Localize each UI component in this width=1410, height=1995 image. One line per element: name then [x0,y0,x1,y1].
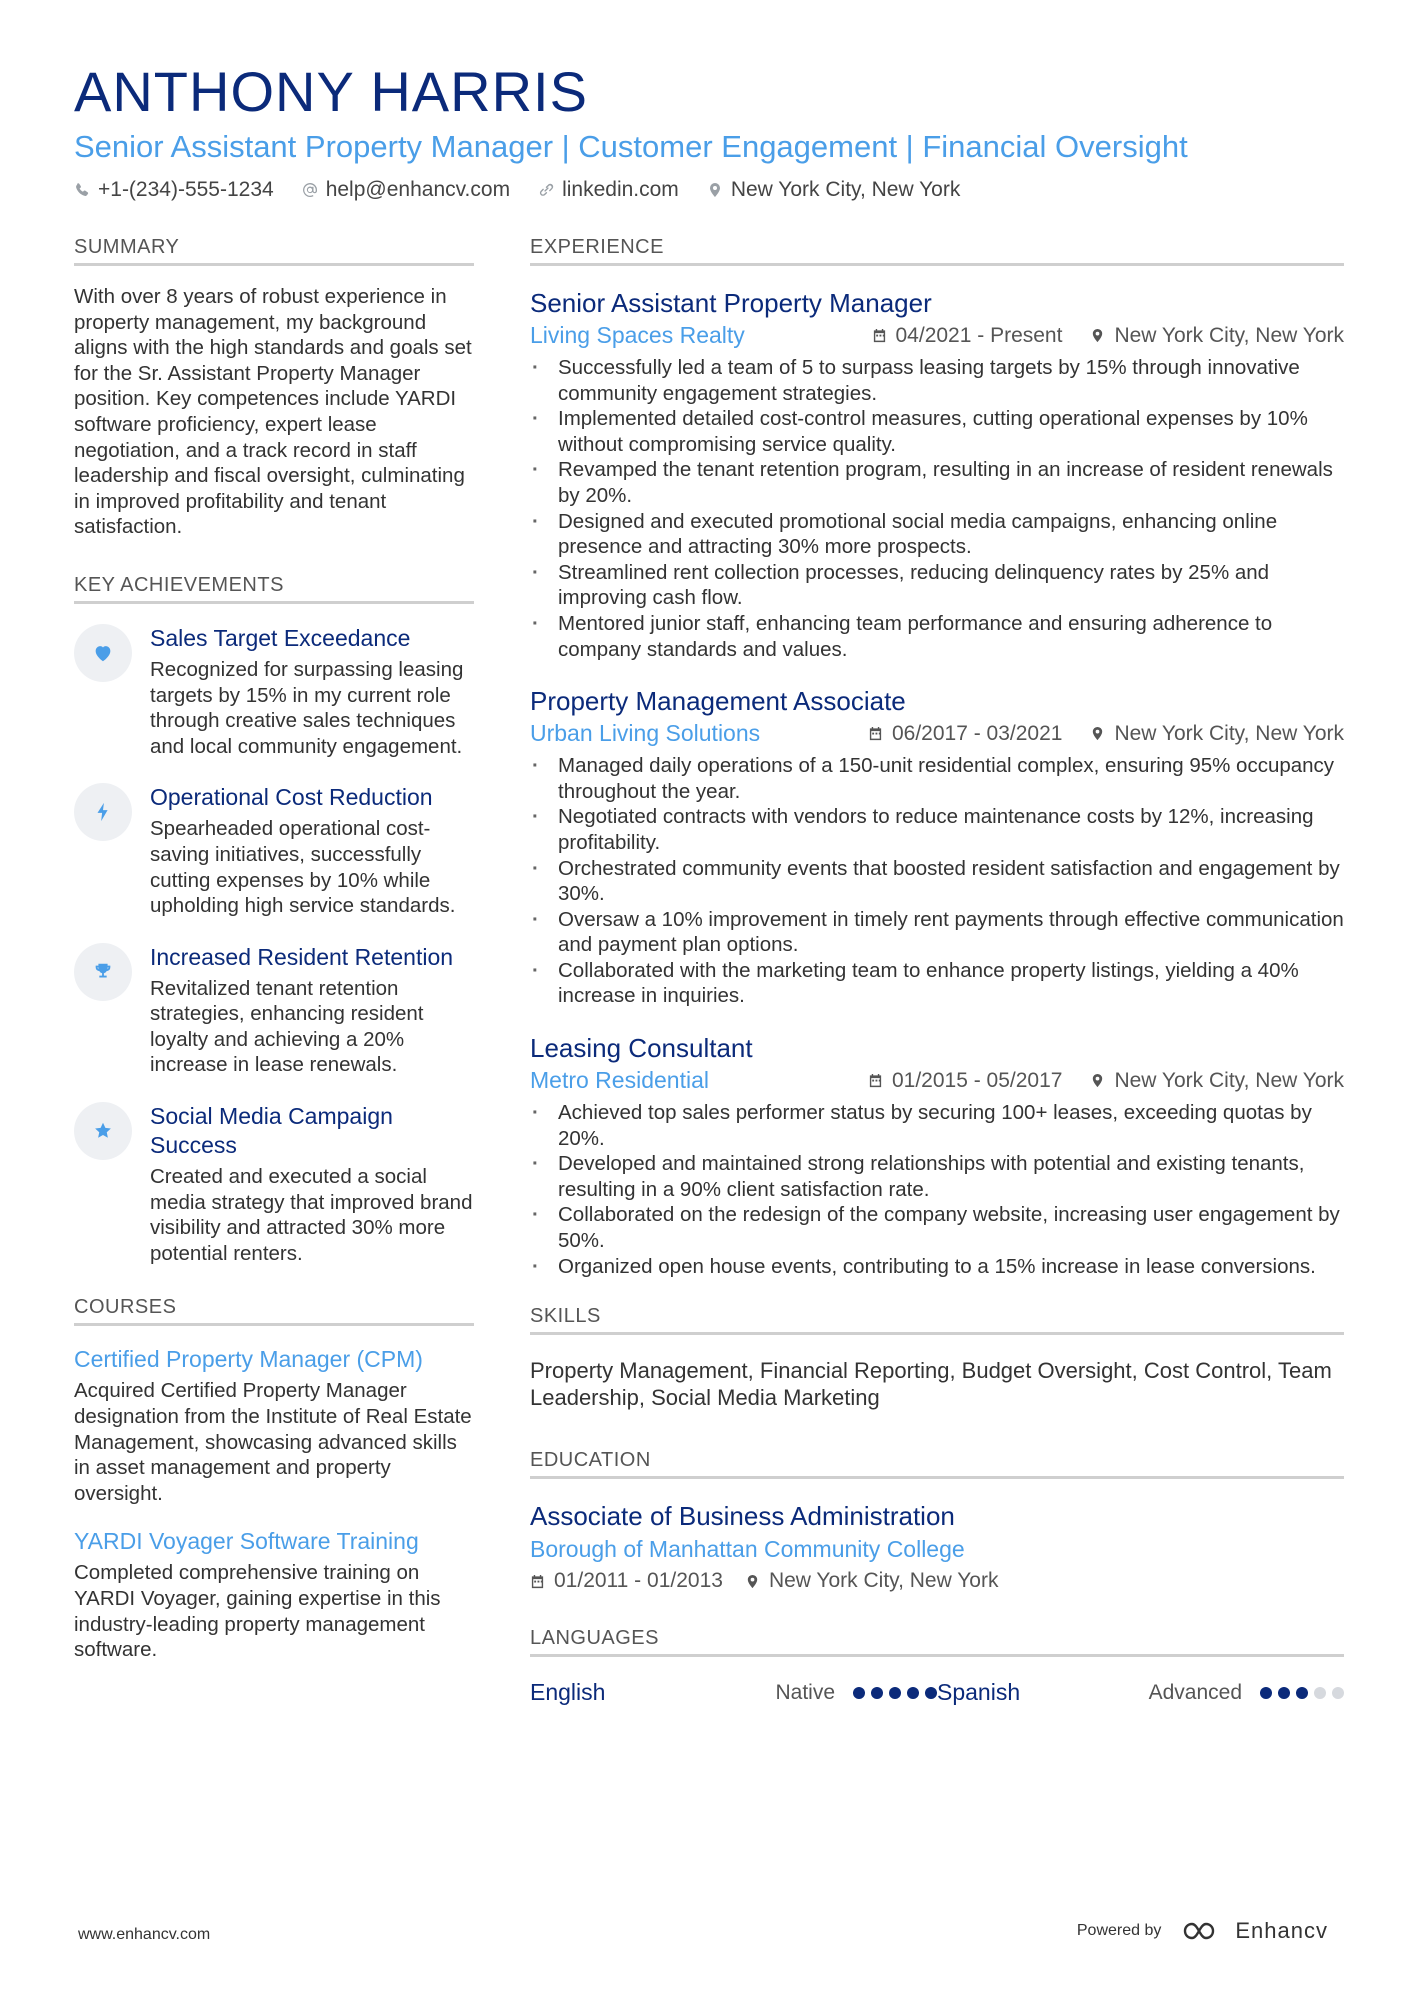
summary-section [74,236,474,540]
job-bullet: · Mentored junior staff, enhancing team performance and ensuring adherence to company standards and values. [530,611,1344,662]
skills-heading: SKILLS [530,1305,1344,1335]
calendar-icon [868,726,883,741]
language-rating [1260,1687,1344,1699]
company-name: Living Spaces Realty [530,322,745,348]
summary-text: With over 8 years of robust experience in property management, my background aligns with the high standards and goals set for the Sr. Assistant Property Manager position. Key competences include YARDI software proficiency, expert lease negotiation, and a track record in staff leadership and fiscal oversight, culminating in improved profitability and tenant satisfaction. [74,285,472,539]
calendar-icon [530,1574,545,1589]
achievement-text: Spearheaded operational cost-saving initiatives, successfully cutting expenses by 10% while upholding high service standards. [150,817,456,918]
achievements-heading: KEY ACHIEVEMENTS [74,574,474,604]
job-dates [868,1069,1062,1093]
education-degree: Associate of Business Administration [530,1501,955,1532]
bolt-icon [74,783,132,841]
achievement-title: Sales Target Exceedance [150,624,411,651]
job-meta [530,322,1344,349]
job-entry [530,286,1344,662]
resume-page [74,60,1344,1706]
left-column [74,236,474,1683]
summary-heading: SUMMARY [74,236,474,266]
language-item [937,1679,1344,1706]
job-bullet: · Achieved top sales performer status by securing 100+ leases, exceeding quotas by 20%. [530,1100,1344,1151]
trophy-icon [74,943,132,1001]
heart-icon [74,624,132,682]
location-pin-icon [1090,328,1105,343]
course-item [74,1344,474,1506]
job-bullets [530,1100,1344,1279]
rating-dot-filled [1278,1687,1290,1699]
skills-text: Property Management, Financial Reporting, Budget Oversight, Cost Control, Team Leadership, Social Media Marketing [530,1358,1332,1411]
location-pin-icon [745,1574,760,1589]
job-location-text: New York City, New York [1114,721,1344,745]
job-dates [868,722,1062,746]
language-item [530,1679,937,1706]
job-title: Leasing Consultant [530,1033,753,1064]
job-bullets [530,753,1344,1009]
job-location [1090,722,1344,746]
job-bullet: · Implemented detailed cost-control measures, cutting operational expenses by 10% without compromising service quality. [530,406,1344,457]
education-heading: EDUCATION [530,1449,1344,1479]
achievements-section [74,574,474,1267]
candidate-title: Senior Assistant Property Manager | Customer Engagement | Financial Oversight [74,129,1188,164]
achievement-text: Created and executed a social media strategy that improved brand visibility and attracted 30% more potential renters. [150,1165,473,1265]
job-location-text: New York City, New York [1114,323,1344,347]
courses-section [74,1296,474,1662]
job-meta [530,720,1344,747]
contact-bar [74,178,1344,202]
course-title: YARDI Voyager Software Training [74,1528,419,1555]
achievement-title: Operational Cost Reduction [150,784,433,811]
job-bullet: · Orchestrated community events that boosted resident satisfaction and engagement by 30%. [530,856,1344,907]
phone-icon [74,182,90,198]
calendar-icon [872,328,887,343]
courses-heading: COURSES [74,1296,474,1326]
candidate-name: ANTHONY HARRIS [74,60,588,123]
job-bullet: · Managed daily operations of a 150-unit residential complex, ensuring 95% occupancy throughout the year. [530,753,1344,804]
location-pin-icon [1090,726,1105,741]
star-icon [74,1102,132,1160]
job-bullet: · Negotiated contracts with vendors to reduce maintenance costs by 12%, increasing profitability. [530,804,1344,855]
achievement-item [74,943,474,1078]
achievement-item [74,783,474,918]
achievement-title: Social Media Campaign Success [150,1103,393,1159]
footer-website[interactable]: www.enhancv.com [78,1926,211,1943]
experience-section [530,236,1344,1279]
email-text: help@enhancv.com [325,178,511,201]
job-bullet: · Revamped the tenant retention program, resulting in an increase of resident renewals by 20%. [530,457,1344,508]
contact-phone[interactable] [74,178,274,202]
education-dates-text: 01/2011 - 01/2013 [554,1569,723,1593]
job-bullet: · Organized open house events, contributing to a 15% increase in lease conversions. [530,1254,1344,1280]
achievement-text: Revitalized tenant retention strategies, enhancing resident loyalty and achieving a 20% increase in lease renewals. [150,976,424,1077]
languages-list [530,1679,1344,1706]
job-entry [530,1031,1344,1279]
job-bullet: · Developed and maintained strong relationships with potential and existing tenants, resulting in a 90% client satisfaction rate. [530,1151,1344,1202]
calendar-icon [868,1073,883,1088]
achievement-text: Recognized for surpassing leasing targets by 15% in my current role through creative sales techniques and local community engagement. [150,657,464,758]
rating-dot-filled [1296,1687,1308,1699]
at-icon [302,182,318,198]
language-name: English [530,1679,606,1706]
job-bullet: · Collaborated on the redesign of the company website, increasing user engagement by 50%. [530,1202,1344,1253]
job-location [1090,1069,1344,1093]
job-location-text: New York City, New York [1114,1068,1344,1092]
phone-text: +1-(234)-555-1234 [98,178,274,201]
job-bullet: · Designed and executed promotional social media campaigns, enhancing online presence and attracting 30% more prospects. [530,509,1344,560]
rating-dot-filled [1260,1687,1272,1699]
powered-by-text: Powered by [1076,1922,1162,1939]
contact-email[interactable] [302,178,510,202]
contact-location [707,178,961,202]
achievement-title: Increased Resident Retention [150,943,454,970]
contact-linkedin[interactable] [538,178,679,202]
rating-dot-filled [925,1687,937,1699]
job-bullet: · Streamlined rent collection processes, reducing delinquency rates by 25% and improving cash flow. [530,560,1344,611]
job-bullet: · Collaborated with the marketing team to enhance property listings, yielding a 40% increase in inquiries. [530,958,1344,1009]
language-level: Advanced [1148,1680,1242,1704]
job-entry [530,684,1344,1009]
experience-heading: EXPERIENCE [530,236,1344,266]
job-meta [530,1067,1344,1094]
link-icon [538,182,554,198]
job-dates [872,324,1063,348]
linkedin-text: linkedin.com [562,178,679,201]
education-location [745,1569,999,1593]
location-pin-icon [707,182,723,198]
job-dates-text: 04/2021 - Present [895,323,1063,347]
footer-branding [1077,1918,1328,1944]
course-item [74,1526,474,1662]
language-level: Native [775,1680,835,1704]
rating-dot-filled [907,1687,919,1699]
job-bullet: · Oversaw a 10% improvement in timely rent payments through effective communication and payment plan options. [530,907,1344,958]
education-school: Borough of Manhattan Community College [530,1536,965,1563]
rating-dot-filled [871,1687,883,1699]
course-text: Acquired Certified Property Manager designation from the Institute of Real Estate Management, showcasing advanced skills in asset management and property oversight. [74,1379,472,1505]
right-column [530,236,1344,1706]
course-title: Certified Property Manager (CPM) [74,1346,423,1373]
brand-name: Enhancv [1235,1918,1328,1943]
rating-dot-filled [889,1687,901,1699]
education-location-text: New York City, New York [768,1569,999,1593]
education-section [530,1449,1344,1593]
enhancv-logo-icon [1179,1919,1225,1943]
rating-dot-empty [1332,1687,1344,1699]
company-name: Urban Living Solutions [530,720,761,747]
education-meta [530,1569,1344,1593]
company-name: Metro Residential [530,1067,709,1094]
rating-dot-empty [1314,1687,1326,1699]
skills-section [530,1305,1344,1411]
job-title: Senior Assistant Property Manager [530,288,932,318]
job-dates-text: 01/2015 - 05/2017 [891,1068,1063,1092]
job-title: Property Management Associate [530,686,906,717]
language-name: Spanish [937,1679,1021,1706]
job-bullets [530,355,1344,662]
languages-heading: LANGUAGES [530,1627,1344,1657]
course-text: Completed comprehensive training on YARDI Voyager, gaining expertise in this industry-leading property management software. [74,1561,441,1662]
job-bullet: · Successfully led a team of 5 to surpass leasing targets by 15% through innovative community engagement strategies. [530,355,1344,406]
achievement-item [74,1102,474,1266]
job-dates-text: 06/2017 - 03/2021 [891,721,1063,745]
achievement-item [74,624,474,759]
languages-section [530,1627,1344,1706]
education-dates [530,1569,723,1593]
job-location [1090,324,1344,348]
brand-logo[interactable] [1179,1918,1328,1944]
location-pin-icon [1090,1073,1105,1088]
rating-dot-filled [853,1687,865,1699]
location-text: New York City, New York [730,178,961,201]
language-rating [853,1687,937,1699]
